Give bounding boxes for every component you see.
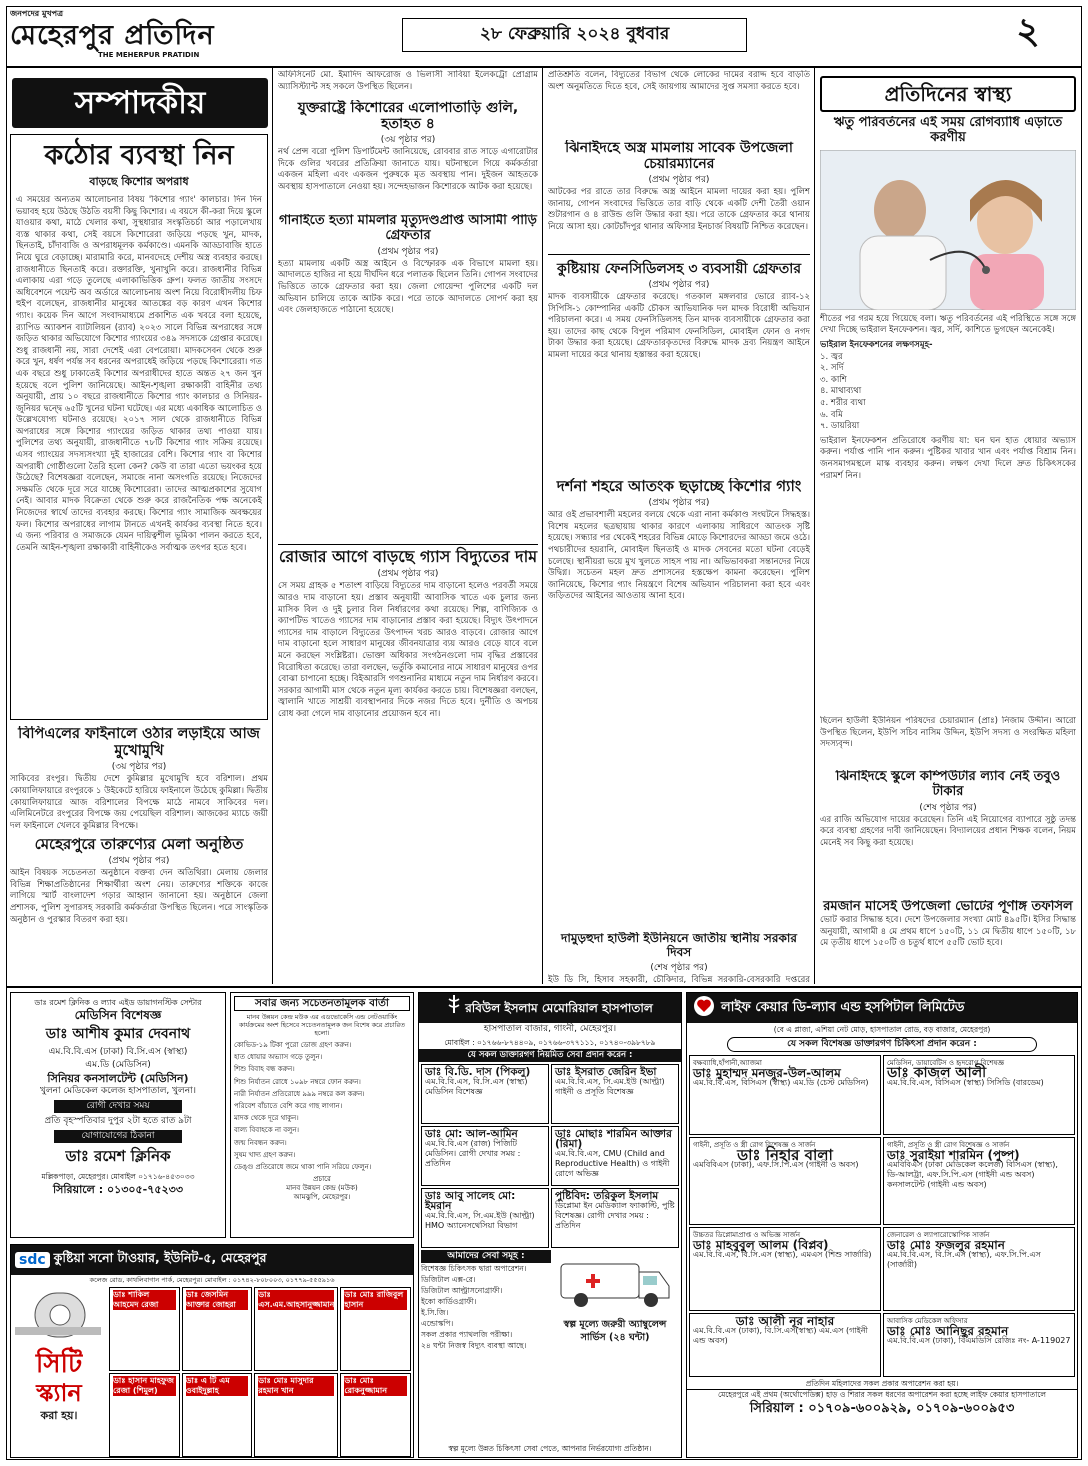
youth-fair-article	[10, 836, 268, 982]
ramadan-vote-article	[820, 900, 1076, 984]
computer-lab-body: এর রাজি অভিযোগ দায়ের করেছেন। তিনি এই নিয়োগের ব্যাপারে সুষ্ঠু তদন্ত করে ব্যবস্থা গ্রহণের দাবী জানিয়েছেন। বিদ্যালয়ের প্রধান শিক্ষক বলেন, নিয়ম মেনেই সব কিছু করা হয়েছে।	[820, 814, 1076, 849]
jhenaidah-arms-body: আটকের পর রাতে তার বিরুদ্ধে অস্ত্র আইনে মামলা দায়ের করা হয়। পুলিশ জানায়, গোপন সংবাদের ভিত্তিতে তার বাড়ি থেকে একটি দেশী তৈরী ওয়ান শুটারগান ও ৪ রাউন্ড গুলি উদ্ধার করা হয়। পরে তাকে গ্রেফতার করে থানায় নিয়ে আসা হয়। কোটচাঁদপুর থানার অফিসার ইনচার্জ বিষয়টি নিশ্চিত করেছেন।	[548, 187, 810, 232]
column-rule	[272, 68, 273, 984]
ad-ramesh-intro: ডাঃ রমেশ ক্লিনিক ও ল্যাব এইড ডায়াগনস্টিক সেন্টার	[34, 998, 202, 1007]
ad-ramesh-serial: সিরিয়ালে : ০১৩০৫-৭৫২৩৩	[52, 1183, 183, 1196]
ad-lifecare	[686, 992, 1078, 1458]
ad-robiul-facilities-row	[419, 1250, 681, 1351]
damurhuda-headline: দামুড়হুদা হাউলী ইউনিয়নে জাতীয় স্থানীয় সরকার দিবস	[561, 932, 797, 959]
lifecare-doctor-card	[883, 1137, 1075, 1225]
lifecare-doctor-card	[883, 1055, 1075, 1135]
ad-lifecare-serial: সিরিয়াল : ০১৭০৯-৬০০৯২৯, ০১৭০৯-৬০০৯৫৩	[749, 1401, 1015, 1416]
ad-sono-ct1: সিটি	[35, 1349, 83, 1379]
ad-ramesh-clinic-name: ডাঃ রমেশ ক্লিনিক	[65, 1147, 171, 1165]
kushtia-body: মাদক ব্যবসায়ীকে গ্রেফতার করেছে। গতকাল মঙ্গলবার ভোরে র‍্যাব-১২ সিপিসি-১ কোম্পানির একটি চৌকস আভিযানিক দল মাদক বিরোধী অভিযান পরিচালনা করে। এ সময় ফেনসিডিলসহ তিন মাদক ব্যবসায়ীকে গ্রেফতার করা হয়। তাদের কাছ থেকে বিপুল পরিমাণ ফেনসিডিল, মোবাইল ফোন ও নগদ টাকা উদ্ধার করা হয়েছে। গ্রেফতারকৃতদের বিরুদ্ধে মাদক দ্রব্য নিয়ন্ত্রণ আইনে মামলা দায়ের করে থানায় হস্তান্তর করা হয়েছে।	[548, 292, 810, 361]
doctor-name: ডাঃ আবু সালেহ মো: ইমরান	[425, 1190, 516, 1212]
editorial-body: এ সময়ের অন্যতম আলোচনার বিষয় 'কিশোর গ্যাং' কালচার। দিন দিন ভয়াবহ হয়ে উঠছে উঠতি বয়সী কিছু কিশোর। এ বয়সে কী-করা দিয়ে স্কুলে যাওয়ার কথা, মাঠে খেলার কথা, সুস্থধারার সংস্কৃতিচর্চা আর পড়ালেখায় ব্যস্ত থাকার কথা, সেই বয়সে কিশোরেরা জড়িয়ে পড়ছে খুন, মাদক, ছিনতাই, চাঁদাবাজি ও অপরাধমূলক কর্মকাণ্ডে। এমনকি আড্ডাবাজি হাতে নিয়ে ঘুরে বেড়াচ্ছে। মারামারি করে, মানবদেহে দেশীয় অস্ত্র ব্যবহার করছে। রাজধানীতে ছিনতাই করে। রক্তারক্তি, খুনাখুনি করে। রাজধানীর বিভিন্ন এলাকায় এরা গড়ে তুলেছে এলাকাভিত্তিক গ্রুপ। ফলত জাতীয় সংসদে অধিবেশনে পয়েন্ট অব অর্ডারে আলোচনায় অংশ নিয়ে বিরোধীদলীয় চিফ হুইপ বলেছেন, রাজধানীর মানুষের আতঙ্কের বড় কারণ এখন কিশোর গ্যাং। কয়েক দিন আগে সংবাদমাধ্যমে প্রকাশিত এক খবরে বলা হয়েছে, র‍্যাপিড অ্যাকশন ব্যাটালিয়ন (র‍্যাব) ২০২৩ সালে বিভিন্ন অপরাধের সঙ্গে জড়িত থাকার অভিযোগে কিশোর গ্যাংয়ের ৩৪৯ সদস্যকে গ্রেপ্তার করেছে। শুধু রাজধানী নয়, সারা দেশেই এরা বেপরোয়া। মাদকসেবন থেকে শুরু করে খুন, ধর্ষণ পর্যন্ত সব ধরনের অপরাধেই জড়িয়ে পড়ছে কিশোরেরা। গত এক বছরে শুধু ঢাকাতেই কিশোর অপরাধীদের হাতে অন্তত ২৭ জন খুন হয়েছে বলে পুলিশ জানিয়েছে। আইন-শৃঙ্খলা রক্ষাকারী বাহিনীর তথ্য অনুযায়ী, প্রায় ১০ বছরে রাজধানীতে কিশোর গ্যাং কালচার ও সিনিয়র-জুনিয়র দ্বন্দ্বে ৬৫টি খুনের ঘটনা ঘটেছে। এর মধ্যে একাধিক আলোচিত ও উল্লেখযোগ্য ঘটনাও রয়েছে। ২০১৭ সাল থেকে রাজধানীতে বিভিন্ন অপরাধের সঙ্গে কিশোর গ্যাংয়ের জড়িত থাকার তথ্য পাওয়া যায়। পুলিশের তথ্য অনুযায়ী, রাজধানীতে ৭৮টি কিশোর গ্যাং সক্রিয় রয়েছে। এসব গ্যাংয়ের সদস্যসংখ্যা দুই হাজারের বেশি। কিশোর গ্যাং বা কিশোর অপরাধী গোষ্ঠীগুলো তৈরি হলো কেন? কেউ বা তারা এতো ভয়ংকর হয়ে উঠেছে? বিশেষজ্ঞরা বলেছেন, সমাজে নানা অসংগতি রয়েছে। নিজেদের সক্ষমতি থেকে দূরে সরে যাচ্ছে কিশোরেরা। তাদের আত্মপ্রকাশের সুযোগ নেই। আবার মাদক বিক্রেতা থেকে শুরু করে রাজনৈতিক পক্ষ অনেকেই নিজেদের স্বার্থে তাদের ব্যবহার করছে। কিশোর গ্যাং সামাজিক অবক্ষয়ের ফল। কিশোর অপরাধের লাগাম টানতে এখনই কার্যকর ব্যবস্থা নিতে হবে। এ জন্য পরিবার ও সমাজকে যেমন দায়িত্বশীল ভূমিকা পালন করতে হবে, তেমনি আইন-শৃঙ্খলা রক্ষাকারী বাহিনীকেও সর্বাত্মক তৎপর হতে হবে।	[16, 195, 262, 553]
issue-date: ২৮ ফেব্রুয়ারি ২০২৪ বুধবার	[402, 18, 747, 52]
masthead-tagline: জনপদের মুখপত্র	[10, 9, 63, 18]
doctor-name: ডাঃ বি.ডি. দাস (পিকলু)	[425, 1066, 531, 1078]
sono-doctor-card	[182, 1373, 253, 1457]
symptom-item: ১. জ্বর	[820, 351, 843, 362]
column-rule	[542, 68, 543, 984]
damurhuda-body: ইউ ডি সি, হিসাব সহকারী, চৌকিদার, বিভিন্ন সরকারি-বেসরকারি দপ্তরের	[548, 974, 810, 984]
ad-sono-tower	[10, 1244, 414, 1458]
awareness-item: বাল্য বিবাহকে না বলুন।	[234, 1126, 300, 1135]
ad-awareness-intro: মানব উন্নয়ন কেন্দ্র মউক এর এডভোকেসি এন্ড নেটওয়ার্কিং কার্যক্রমের অংশ হিসেবে সচেতনতামূলক জন বিশেষ করে প্রচারিত হলো।	[239, 1013, 405, 1037]
doctor-name: ডাঃ আলী নূর নাহার	[735, 1314, 835, 1328]
ad-lifecare-subtitle: যে সকল বিশেষজ্ঞ ডাক্তারগণ চিকিৎসা প্রদান করেন :	[727, 1037, 1037, 1052]
doctor-dept: মেডিসিন, ডায়াবেটিস ও হৃদরোগ বিশেষজ্ঞ	[887, 1059, 1005, 1067]
usa-shooting-headline: যুক্তরাষ্ট্রে কিশোরের এলোপাতাড়ি গুলি, হতাহত ৪	[297, 100, 519, 133]
robiul-doctor-card	[421, 1064, 549, 1124]
masthead-title-en: THE MEHERPUR PRATIDIN	[98, 51, 200, 59]
prev-article-text-3: ছিলেন হাউলী ইউনিয়ন পরিষদের চেয়ারম্যান (প্রাঃ) নিজাম উদ্দীন। আরো উপস্থিত ছিলেন, ইউপি সচিব নাসিম উদ্দিন, ইউপি সদস্য ও সংরক্ষিত মহিলা সদস্যবৃন্দ।	[820, 716, 1076, 750]
computer-lab-article	[820, 770, 1076, 900]
column-rule	[814, 68, 815, 984]
doctor-name: ডাঃ জেসমিন আক্তার জোহরা	[186, 1290, 249, 1310]
lifecare-doctor-card	[689, 1055, 881, 1135]
ad-ramesh-address: মল্লিকপাড়া, মেহেরপুর। মোবাইল ০১৭১৬-৪৫৩০৩৩	[41, 1172, 195, 1181]
awareness-item: শিশু বিবাহ বন্ধ করুন।	[234, 1065, 295, 1074]
facility-item: ই.সি.জি।	[421, 1308, 449, 1317]
ad-sono-header	[11, 1245, 413, 1275]
symptom-item: ৪. মাথাব্যথা	[820, 386, 862, 397]
masthead-logo	[10, 8, 310, 64]
health-intro: শীতের পর গরম হয়ে গিয়েছে বলা। ঋতু পরিবর্তনের এই পরিস্থিতে সঙ্গে সঙ্গে দেখা দিচ্ছে ভাইরাল ইনফেকশন। জ্বর, সর্দি, কাশিতে ভুগছেন অনেকেই।	[820, 313, 1076, 336]
doctor-info: এম.বি.বি.এস (ঢাকা), বিএমডিসি রেজিঃ নং- A-119027	[887, 1336, 1071, 1345]
doctor-name: ডাঃ মোছাঃ শারমিন আক্তার (রিমা)	[555, 1128, 672, 1150]
ads-rule	[6, 986, 1082, 988]
awareness-item: হাত ধোয়ার অভ্যাস গড়ে তুলুন।	[234, 1053, 323, 1062]
sono-doctor-card	[340, 1373, 411, 1457]
doctor-name: ডাঃ সুরাইয়া শারমিন (পুষ্প)	[887, 1148, 1020, 1162]
ganaiti-jump: (প্রথম পৃষ্ঠার পর)	[377, 246, 439, 257]
editorial-headline: কঠোর ব্যবস্থা নিন	[44, 140, 234, 171]
ad-sono-body	[11, 1285, 413, 1458]
darshana-headline: দর্শনা শহরে আতংক ছড়াচ্ছে কিশোর গ্যাং	[556, 478, 802, 495]
symptom-item: ৫. শরীর ব্যথা	[820, 398, 866, 409]
doctor-dept: জেনারেল ও ল্যাপারোস্কোপিক সার্জন	[887, 1231, 990, 1239]
ad-sono-address: কলেজ রোড, কাথলিবাগান পার্ক, মেহেরপুর। মোবাইল : ০১৭৪২-৮০৮০০৩, ০১৭৭৯-৫৫৫৯১৬	[89, 1276, 335, 1284]
facility-item: ডিজিটাল আল্ট্রাসনোগ্রাফী।	[421, 1286, 503, 1295]
darshana-article	[548, 478, 810, 928]
sdc-logo: sdc	[15, 1252, 50, 1268]
ad-lifecare-footer: মেহেরপুরে এই প্রথম (অর্থোপেডিক্স) হাড় ও শিরার সকল ধরণের অপারেশন করা হচ্ছে লাইফ কেয়ার হাসপাতালে	[687, 1389, 1077, 1400]
doctor-dept: গাইনী, প্রসূতি ও স্ত্রী রোগ বিশেষজ্ঞ ও সার্জন	[693, 1141, 816, 1149]
lifecare-doctor-card	[689, 1227, 881, 1311]
usa-shooting-article	[278, 100, 538, 212]
ad-ramesh-hospital: খুলনা মেডিকেল কলেজ হাসপাতাল, খুলনা।	[40, 1086, 196, 1096]
lifecare-logo-icon	[693, 995, 715, 1021]
symptom-item: ৭. ডায়রিয়া	[820, 421, 860, 432]
doctor-info: এমবিবিএস (ঢাকা), এফ.সি.পি.এস (গাইনী ও অবস)	[693, 1160, 859, 1169]
doctor-name: ডাঃ মোঃ রোকনুজ্জামান	[344, 1376, 407, 1396]
ad-robiul-hospital	[418, 992, 682, 1458]
page-number: ২	[1016, 12, 1040, 52]
symptom-item: ৬. বমি	[820, 409, 843, 420]
facility-item: ইকো কার্ডিওগ্রাফী।	[421, 1297, 477, 1306]
doctor-info: ডিপ্লোমা ইন মেডিক্যাল ফ্যাকাল্টি, পুষ্টি বিশেষজ্ঞ। রোগী দেখার সময় : প্রতিদিন	[555, 1201, 675, 1230]
doctor-name: ডাঃ মুহাম্মদ মনজুর-উল-আলম	[693, 1066, 841, 1080]
ramadan-vote-headline: রমজান মাসেই উপজেলা ভোটের পূর্ণাঙ্গ তফসিল	[823, 900, 1073, 914]
awareness-item: শিশু নির্যাতন রোধে ১০৯৮ নম্বরে ফোন করুন।	[234, 1077, 361, 1086]
doctor-name: ডাঃ এস.এম.আহসানুজ্জামান	[258, 1290, 335, 1309]
ad-ramesh-deg1: এম.বি.বি.এস (ঢাকা) বি.সি.এস (স্বাস্থ্য)	[48, 1047, 188, 1057]
doctor-dept: আবাসিক মেডিকেল অফিসার	[887, 1317, 968, 1325]
lifecare-doctor-card	[883, 1313, 1075, 1377]
damurhuda-article	[548, 932, 810, 984]
ramadan-vote-body: ভোট করার সিদ্ধান্ত হবে। দেশে উপজেলার সংখ্যা মোট ৪৯৫টি। ইসির সিদ্ধান্ত অনুযায়ী, আগামী ৪ মে প্রথম ধাপে ১৫০টি, ১১ মে দ্বিতীয় ধাপে ১৫০টি, ১৮ মে তৃতীয় ধাপে ১৫০টি ও চতুর্থ ধাপে ৫৫টি ভোট হবে।	[820, 914, 1076, 949]
kushtia-jump: (প্রথম পৃষ্ঠার পর)	[648, 280, 710, 291]
masthead-rule	[6, 66, 1082, 68]
awareness-item: জন্ম নিবন্ধন করুন।	[234, 1138, 287, 1147]
doctor-name: ডাঃ নিহার বালা	[737, 1146, 833, 1164]
editorial-banner: সম্পাদকীয়	[12, 78, 268, 128]
ad-robiul-title	[419, 993, 681, 1023]
sono-doctor-card	[109, 1287, 180, 1371]
ad-lifecare-header	[687, 993, 1077, 1023]
awareness-item: মাদক থেকে দূরে থাকুন।	[234, 1114, 299, 1123]
prev-article-text-2: প্রতিশ্রুতি বলেন, বিদ্যুতের বিভাগ থেকে লোকের দামের বরাদ্দ হবে বাড়তি অংশ অনুমতিতে দিতে হবে, সেই জায়গায় আমাদের সুপ্ত সমস্যা করতে হবে।	[548, 70, 810, 92]
ad-lifecare-doctor-grid	[687, 1053, 1077, 1379]
bpl-headline: বিপিএলের ফাইনালে ওঠার লড়াইয়ে আজ মুখোমুখি	[18, 726, 260, 759]
health-article	[820, 116, 1076, 716]
doctor-info: এম.বি.বি.এস, বি.সি.এস (স্বাস্থ্য), এমএস (শিশু সার্জারি)	[693, 1250, 872, 1259]
ad-ramesh-address-title: যোগাযোগের ঠিকানা	[54, 1130, 182, 1143]
ad-lifecare-note: প্রতিদিন মহিলাদের সকল প্রকার অপারেশন করা হয়।	[805, 1379, 959, 1388]
doctor-dept: বক্ষব্যাধি,হাঁপানী,অ্যাজমা	[693, 1059, 762, 1067]
kushtia-article	[548, 254, 810, 474]
health-list-title: ভাইরাল ইনফেকশনের লক্ষণসমূহ-	[820, 340, 933, 351]
bpl-article	[10, 726, 268, 836]
symptom-item: ২. সর্দি	[820, 363, 844, 374]
ad-robiul-services-title: যে সকল ডাক্তারগণ নিয়মিত সেবা প্রদান করেন :	[419, 1049, 681, 1062]
sono-doctor-card	[109, 1373, 180, 1457]
doctor-child-photo	[820, 150, 1076, 310]
ad-lifecare-title: লাইফ কেয়ার ডি-ল্যাব এন্ড হসপিটাল লিমিটেড	[721, 999, 965, 1015]
robiul-doctor-card	[421, 1188, 549, 1248]
awareness-item: ডেঙ্গু প্রতিরোধে জমে থাকা পানি সরিয়ে ফেলুন।	[234, 1163, 372, 1172]
health-headline: ঋতু পরিবর্তনের এই সময় রোগব্যাধি এড়াতে করণীয়	[833, 116, 1063, 145]
awareness-item: কোভিড-১৯ টিকা পুরো ডোজ গ্রহণ করুন।	[234, 1041, 352, 1049]
lifecare-doctor-card	[689, 1313, 881, 1377]
health-banner: প্রতিদিনের স্বাস্থ্য	[820, 76, 1076, 112]
jhenaidah-arms-jump: (প্রথম পৃষ্ঠার পর)	[648, 175, 710, 186]
bpl-body: সাকিবের রংপুর। দ্বিতীয় দেশে কুমিল্লার মুখোমুখি হবে বরিশাল। প্রথম কোয়ালিফায়ারে রংপুরকে ১ উইকেটে হারিয়ে ফাইনালে উঠেছে কুমিল্লা। দ্বিতীয় কোয়ালিফায়ারে আজ বরিশালের বিপক্ষে মাঠে নামবে সাকিবের দল। এলিমিনেটরে রংপুরের বিপক্ষে জয় পেয়েছিল বরিশাল। আজকের ম্যাচে জয়ী দল ফাইনালে খেলবে কুমিল্লার বিপক্ষে।	[10, 774, 268, 831]
doctor-info: এমবিবিএস (ঢাকা মেডিকেল কলেজ) বিসিএস (স্বাস্থ্য), ডি-আলট্রা, এফ.সি.পি.এস (গাইনী এন্ড অবস) কনসালটেন্ট (গাইনী এন্ড অবস)	[887, 1160, 1058, 1189]
doctor-name: ডাঃ মোঃ আনিছুর রহমান	[887, 1324, 1009, 1338]
ad-ramesh-schedule: প্রতি বৃহস্পতিবার দুপুর ২টা হতে রাত ৯টা	[44, 1116, 192, 1126]
facility-item: এন্ডোস্কপি।	[421, 1319, 454, 1328]
sono-doctor-card	[182, 1287, 253, 1371]
ad-lifecare-address: (বে এ প্লাজা, এশিয়া নেট মোড়, হাসপাতাল রোড, বড় বাজার, মেহেরপুর)	[773, 1025, 991, 1034]
ganaiti-body: হত্যা মামলায় একটি অস্ত্র আইনে ও বিস্ফোরক এক বিভাগে মামলা হয়। আদালতে হাজির না হয়ে দীর্ঘদিন ধরে পলাতক ছিলেন তিনি। গোপন সংবাদের ভিত্তিতে তাকে গ্রেফতার করা হয়। জেলা গোয়েন্দা পুলিশের একটি দল অভিযান চালিয়ে তাকে আটক করে। পরে তাকে আদালতে সোপর্দ করা হয় এবং জেলহাজতে পাঠানো হয়েছে।	[278, 258, 538, 316]
gas-price-body: সে সময় গ্রাহক ৫ শতাংশ বাড়িয়ে বিদ্যুতের দাম বাড়ানো হলেও পরবর্তী সময়ে আরও দাম বাড়ানো হয়। প্রস্তাব অনুযায়ী আবাসিক খাতে এক চুলার জন্য মাসিক বিল ও দুই চুলার বিল নির্ধারণের কথা রয়েছে। শিল্প, বাণিজ্যিক ও ক্যাপটিভ খাতেও গ্যাসের দাম বাড়ানোর প্রস্তাব করা হয়েছে। বিদ্যুৎ উৎপাদনে গ্যাসের দাম বাড়ালে বিদ্যুতের উৎপাদন খরচ আরও বাড়বে। রোজার আগে দাম বাড়ানো হলে সাধারণ মানুষের জীবনযাত্রার ব্যয় আরও বেড়ে যাবে বলে মনে করছেন সংশ্লিষ্টরা। ভোক্তা অধিকার সংগঠনগুলো দাম বৃদ্ধির প্রস্তাবের বিরোধিতা করেছে। তারা বলছেন, ভর্তুকি কমানোর নামে সাধারণ মানুষের ওপর বোঝা চাপানো হচ্ছে। বিইআরসি গণশুনানির মাধ্যমে নতুন দাম নির্ধারণ করবে। সরকার আগামী মাস থেকে নতুন মূল্য কার্যকর করতে চায়। বিশেষজ্ঞরা বলছেন, জ্বালানি খাতে সাশ্রয়ী ব্যবস্থাপনার দিকে নজর দিতে হবে। দুর্নীতি ও অপচয় রোধ করা গেলে দাম বাড়ানোর প্রয়োজন হবে না।	[278, 581, 538, 719]
doctor-dept: গাইনী, প্রসূতি ও স্ত্রী রোগ বিশেষজ্ঞ ও সার্জন	[887, 1141, 1010, 1149]
doctor-name: ডাঃ মো: আল-আমিন	[425, 1128, 518, 1140]
symptom-item: ৩. কাশি	[820, 374, 847, 385]
doctor-dept: উচ্চতর ডিপ্লোমাপ্রাপ্ত ও অভিজ্ঞ সার্জন	[693, 1231, 801, 1239]
ad-sono-ct	[11, 1285, 107, 1458]
doctor-name: ডাঃ মোঃ রাজিবুল হাসান	[344, 1290, 407, 1310]
doctor-info: এম.বি.বি.এস, সি.এম.ইউ (আল্ট্রা) গাইনী ও প্রসূতি বিশেষজ্ঞ	[555, 1077, 665, 1096]
ad-sono-ct2: স্ক্যান	[36, 1379, 82, 1407]
awareness-item: নারী নির্যাতন প্রতিরোধে ৯৯৯ নম্বরে কল করুন।	[234, 1089, 365, 1098]
masthead-title: মেহেরপুর প্রতিদিন	[10, 20, 215, 51]
bpl-jump: (৩য় পৃষ্ঠার পর)	[111, 762, 167, 773]
ad-robiul-doctor-grid	[419, 1062, 681, 1250]
ad-awareness-footer3: আমঝুপি, মেহেরপুর।	[293, 1193, 351, 1202]
damurhuda-jump: (শেষ পৃষ্ঠার পর)	[650, 962, 708, 973]
doctor-info: এম.বি.বি.এস (রাজ) পিজিটি মেডিসিন। রোগী দেখার সময় : প্রতিদিন	[425, 1139, 521, 1168]
prev-article-tail	[278, 70, 538, 100]
youth-fair-headline: মেহেরপুরে তারুণ্যের মেলা অনুষ্ঠিত	[34, 836, 244, 853]
prev-article-text: অফিসিনেট মো. ইমাদিদ আফরোজ ও ভিলাসী সাবিয়া ইলেকট্রো প্রোগ্রাম অ্যাসিস্ট্যান্ট সহ সকলে উপস্থিত ছিলেন।	[278, 70, 538, 92]
sono-doctor-card	[254, 1287, 338, 1371]
youth-fair-jump: (প্রথম পৃষ্ঠার পর)	[108, 856, 170, 867]
usa-shooting-body: নর্থ প্রেন্স বরো পুলিশ ডিপার্টমেন্ট জানিয়েছে, রোববার রাত সাড়ে এগারোটার দিকে গুলির খবরের প্রতিক্রিয়া জানাতে যায়। ঘটনাস্থলে গিয়ে কর্মকর্তারা একজন মহিলা এবং একজন পুরুষকে মৃত অবস্থায় পান। দুইজন আহতকে অবস্থায় হাসপাতালে নেওয়া হয়। সন্দেহভাজন কিশোরকে আটক করা হয়েছে।	[278, 147, 538, 192]
ganaiti-article	[278, 214, 538, 544]
doctor-name: ডাঃ মোঃ ফজলুর রহমান	[887, 1238, 1005, 1252]
health-body: ভাইরাল ইনফেকশন প্রতিরোধে করণীয় যা: ঘন ঘন হাত ধোয়ার অভ্যাস করুন। পর্যাপ্ত পানি পান করুন। পুষ্টিকর খাবার খান এবং পর্যাপ্ত বিশ্রাম নিন। জনসমাগমস্থলে মাস্ক ব্যবহার করুন। লক্ষণ দেখা দিলে দ্রুত চিকিৎসকের পরামর্শ নিন।	[820, 435, 1076, 481]
editorial-box	[10, 134, 268, 720]
ad-sono-doctor-grid	[107, 1285, 413, 1458]
doctor-info: এম.বি.বি.এস (ঢাকা), বি.সি.এস(স্বাস্থ্য) এম.এস (গাইনী এন্ড অবস)	[693, 1326, 868, 1345]
jhenaidah-arms-headline: ঝিনাইদহে অস্ত্র মামলায় সাবেক উপজেলা চেয়ারম্যানের	[565, 140, 793, 173]
prev-article-tail-3	[820, 716, 1076, 770]
medical-caduceus-icon	[447, 994, 461, 1024]
ad-robiul-facilities	[421, 1250, 551, 1351]
awareness-item: সুষম খাদ্য গ্রহণ করুন।	[234, 1150, 296, 1159]
ad-ramesh-dept: মেডিসিন বিশেষজ্ঞ	[74, 1008, 162, 1022]
ad-awareness-list	[234, 1039, 410, 1173]
doctor-info: এম.বি.বি.এস, CMU (Child and Reproductive Health) ও গাইনী রোগে অভিজ্ঞ	[555, 1149, 670, 1178]
usa-shooting-jump: (৩য় পৃষ্ঠার পর)	[380, 135, 436, 146]
ad-awareness-title: সবার জন্য সচেতনতামূলক বার্তা	[234, 996, 410, 1011]
kushtia-headline: কুষ্টিয়ায় ফেনসিডিলসহ ৩ ব্যবসায়ী গ্রেফতার	[548, 254, 810, 277]
robiul-doctor-card	[551, 1126, 679, 1186]
doctor-name: পুষ্টিবিদ: তরিকুল ইসলাম	[555, 1190, 659, 1202]
robiul-doctor-card	[551, 1064, 679, 1124]
ad-ramesh-post: সিনিয়র কনসালটেন্ট (মেডিসিন)	[47, 1072, 189, 1085]
robiul-doctor-card	[421, 1126, 549, 1186]
doctor-name: ডাঃ ইসরাত জেরিন ইভা	[555, 1066, 657, 1078]
ad-sono-title: কুষ্টিয়া সনো টাওয়ার, ইউনিট-৫, মেহেরপুর	[53, 1250, 267, 1265]
gas-price-headline: রোজার আগে বাড়ছে গ্যাস বিদ্যুতের দাম	[278, 544, 538, 566]
ad-ramesh-deg2: এম.ডি (মেডিসিন)	[85, 1060, 151, 1070]
ganaiti-headline: গানাইতে হত্যা মামলার মৃত্যুদণ্ডপ্রাপ্ত আসামী পাড়ি গ্রেফতার	[279, 214, 537, 243]
facility-item: ডিজিটাল এক্স-রে।	[421, 1275, 476, 1284]
ad-awareness	[230, 992, 414, 1238]
gas-price-article	[278, 544, 538, 982]
ct-scanner-icon	[15, 1289, 101, 1345]
lifecare-doctor-card	[689, 1137, 881, 1225]
ad-robiul-title-text: রবিউল ইসলাম মেমোরিয়াল হাসপাতাল	[465, 1001, 653, 1015]
editorial-subhead: বাড়ছে কিশোর অপরাধ	[89, 175, 189, 188]
facility-item: সকল প্রকার প্যাথলজি পরীক্ষা।	[421, 1330, 513, 1339]
doctor-name: ডাঃ শাকিল আহমেদ রেজা	[113, 1290, 176, 1310]
ad-robiul-ambulance-text: স্বল্প মূল্যে জরুরী অ্যাম্বুলেন্স সার্ভিস (২৪ ঘন্টা)	[563, 1319, 667, 1343]
ad-ramesh-doctor: ডাঃ আশীষ কুমার দেবনাথ	[45, 1026, 191, 1042]
ad-robiul-phone: মোবাইল : ০১৭৬৬-৮৭৪৪০৯, ০১৭৬৬-৩৭৭১১১, ০১৭৪০-৩৯৮৭৮৯	[444, 1038, 656, 1047]
ad-ramesh-schedule-title: রোগী দেখার সময়	[54, 1100, 182, 1113]
ad-robiul-ambulance	[551, 1250, 679, 1351]
facility-item: বিশেষজ্ঞ চিকিৎসক দ্বারা অপারেশন।	[421, 1264, 527, 1273]
ad-robiul-footer: স্বল্প মূল্যে উন্নত চিকিৎসা সেবা পেতে, আপনার নির্ভরযোগ্য প্রতিষ্ঠান।	[448, 1444, 652, 1453]
doctor-info: এম.বি.বি.এস, বিসিএস (স্বাস্থ্য) এম.ডি (চেস্ট মেডিসিন)	[693, 1078, 869, 1087]
robiul-doctor-card	[551, 1188, 679, 1248]
doctor-info: এম.বি.বি.এস, বিসিএস (স্বাস্থ্য) সিসিডি (বারডেম)	[887, 1078, 1044, 1087]
doctor-name: ডাঃ এ টি এম ওবাইদুল্লাহ	[186, 1376, 249, 1396]
awareness-item: পরিবেশ বাঁচাতে বেশি করে গাছ লাগান।	[234, 1102, 343, 1111]
sono-doctor-card	[254, 1373, 338, 1457]
doctor-name: ডাঃ মাহবুবুল আলম (বিপ্লব)	[693, 1238, 829, 1252]
facility-item: ২৪ ঘন্টা নিজস্ব বিদ্যুৎ ব্যবস্থা আছে।	[421, 1341, 527, 1350]
sono-doctor-card	[340, 1287, 411, 1371]
ad-awareness-footer1: প্রচারে	[313, 1175, 331, 1184]
doctor-info: এম.বি.বি.এস, সি.এম.ইউ (আল্ট্রা) HMO অ্যানেসথেসিয়া বিভাগ	[425, 1211, 535, 1230]
doctor-name: ডাঃ কাজল আলী	[887, 1065, 987, 1081]
ad-sono-ct3: করা হয়।	[40, 1409, 78, 1422]
doctor-info: এম.বি.বি.এস, বি.সি.এস (স্বাস্থ্য), এফ.সি.পি.এস (সার্জারী)	[887, 1250, 1041, 1269]
doctor-info: এম.বি.বি.এস, বি.সি.এস (স্বাস্থ্য) মেডিসিন বিশেষজ্ঞ	[425, 1077, 528, 1096]
computer-lab-jump: (শেষ পৃষ্ঠার পর)	[919, 802, 977, 813]
jhenaidah-arms-article	[548, 140, 810, 248]
gas-price-jump: (প্রথম পৃষ্ঠার পর)	[377, 569, 439, 580]
ambulance-icon	[555, 1250, 675, 1314]
ad-robiul-facilities-title: আমাদের সেবা সমূহ :	[421, 1250, 551, 1263]
darshana-body: আর ওই প্রভাবশালী মহলের বলয়ে থেকে এরা নানা কর্মকাণ্ড সংঘটনে সিদ্ধহস্ত। বিশেষ মহলের ছত্রছায়ায় থাকার কারণে এলাকায় সাধিরণে আতংক সৃষ্টি হয়েছে। সন্ধ্যার পর থেকেই শহরের বিভিন্ন মোড়ে কিশোরদের আড্ডা জমে ওঠে। পথচারীদের হয়রানি, মোবাইল ছিনতাই ও মাদক সেবনের মতো ঘটনা বেড়েই চলেছে। স্থানীয়রা ভয়ে মুখ খুলতে সাহস পায় না। অভিভাবকরা সন্তানদের নিয়ে উদ্বিগ্ন। সচেতন মহল দ্রুত প্রশাসনের হস্তক্ষেপ কামনা করেছেন। পুলিশ জানিয়েছে, কিশোর গ্যাং নিয়ন্ত্রণে বিশেষ অভিযান পরিচালনা করা হবে এবং জড়িতদের আইনের আওতায় আনা হবে।	[548, 510, 810, 602]
ad-awareness-footer2: মানব উন্নয়ন কেন্দ্র (মউক)	[286, 1184, 358, 1193]
lifecare-doctor-card	[883, 1227, 1075, 1311]
doctor-name: ডাঃ মোঃ মাসুদার রহমান খান	[258, 1376, 334, 1396]
darshana-jump: (প্রথম পৃষ্ঠার পর)	[648, 498, 710, 509]
ad-ramesh-clinic	[10, 992, 226, 1238]
ad-robiul-address: হাসপাতাল বাজার, গাংনী, মেহেরপুর।	[483, 1024, 617, 1034]
doctor-name: ডাঃ হাসান মাহফুজ রেজা (শিমুল)	[113, 1376, 174, 1395]
prev-article-tail-2	[548, 70, 810, 136]
youth-fair-body: আইন বিষয়ক সচেতনতা অনুষ্ঠানে বক্তব্য দেন অতিথিরা। মেলায় জেলার বিভিন্ন শিক্ষাপ্রতিষ্ঠানের শিক্ষার্থীরা অংশ নেয়। তারুণ্যের শক্তিকে কাজে লাগিয়ে স্মার্ট বাংলাদেশ গড়ার আহ্বান জানানো হয়। অনুষ্ঠানে জেলা প্রশাসক, পুলিশ সুপারসহ সরকারি কর্মকর্তারা উপস্থিত ছিলেন। পরে সাংস্কৃতিক অনুষ্ঠান ও পুরস্কার বিতরণ করা হয়।	[10, 868, 268, 925]
computer-lab-headline: ঝিনাইদহে স্কুলে কম্পিউটার ল্যাব নেই তবুও টাকার	[835, 770, 1061, 799]
